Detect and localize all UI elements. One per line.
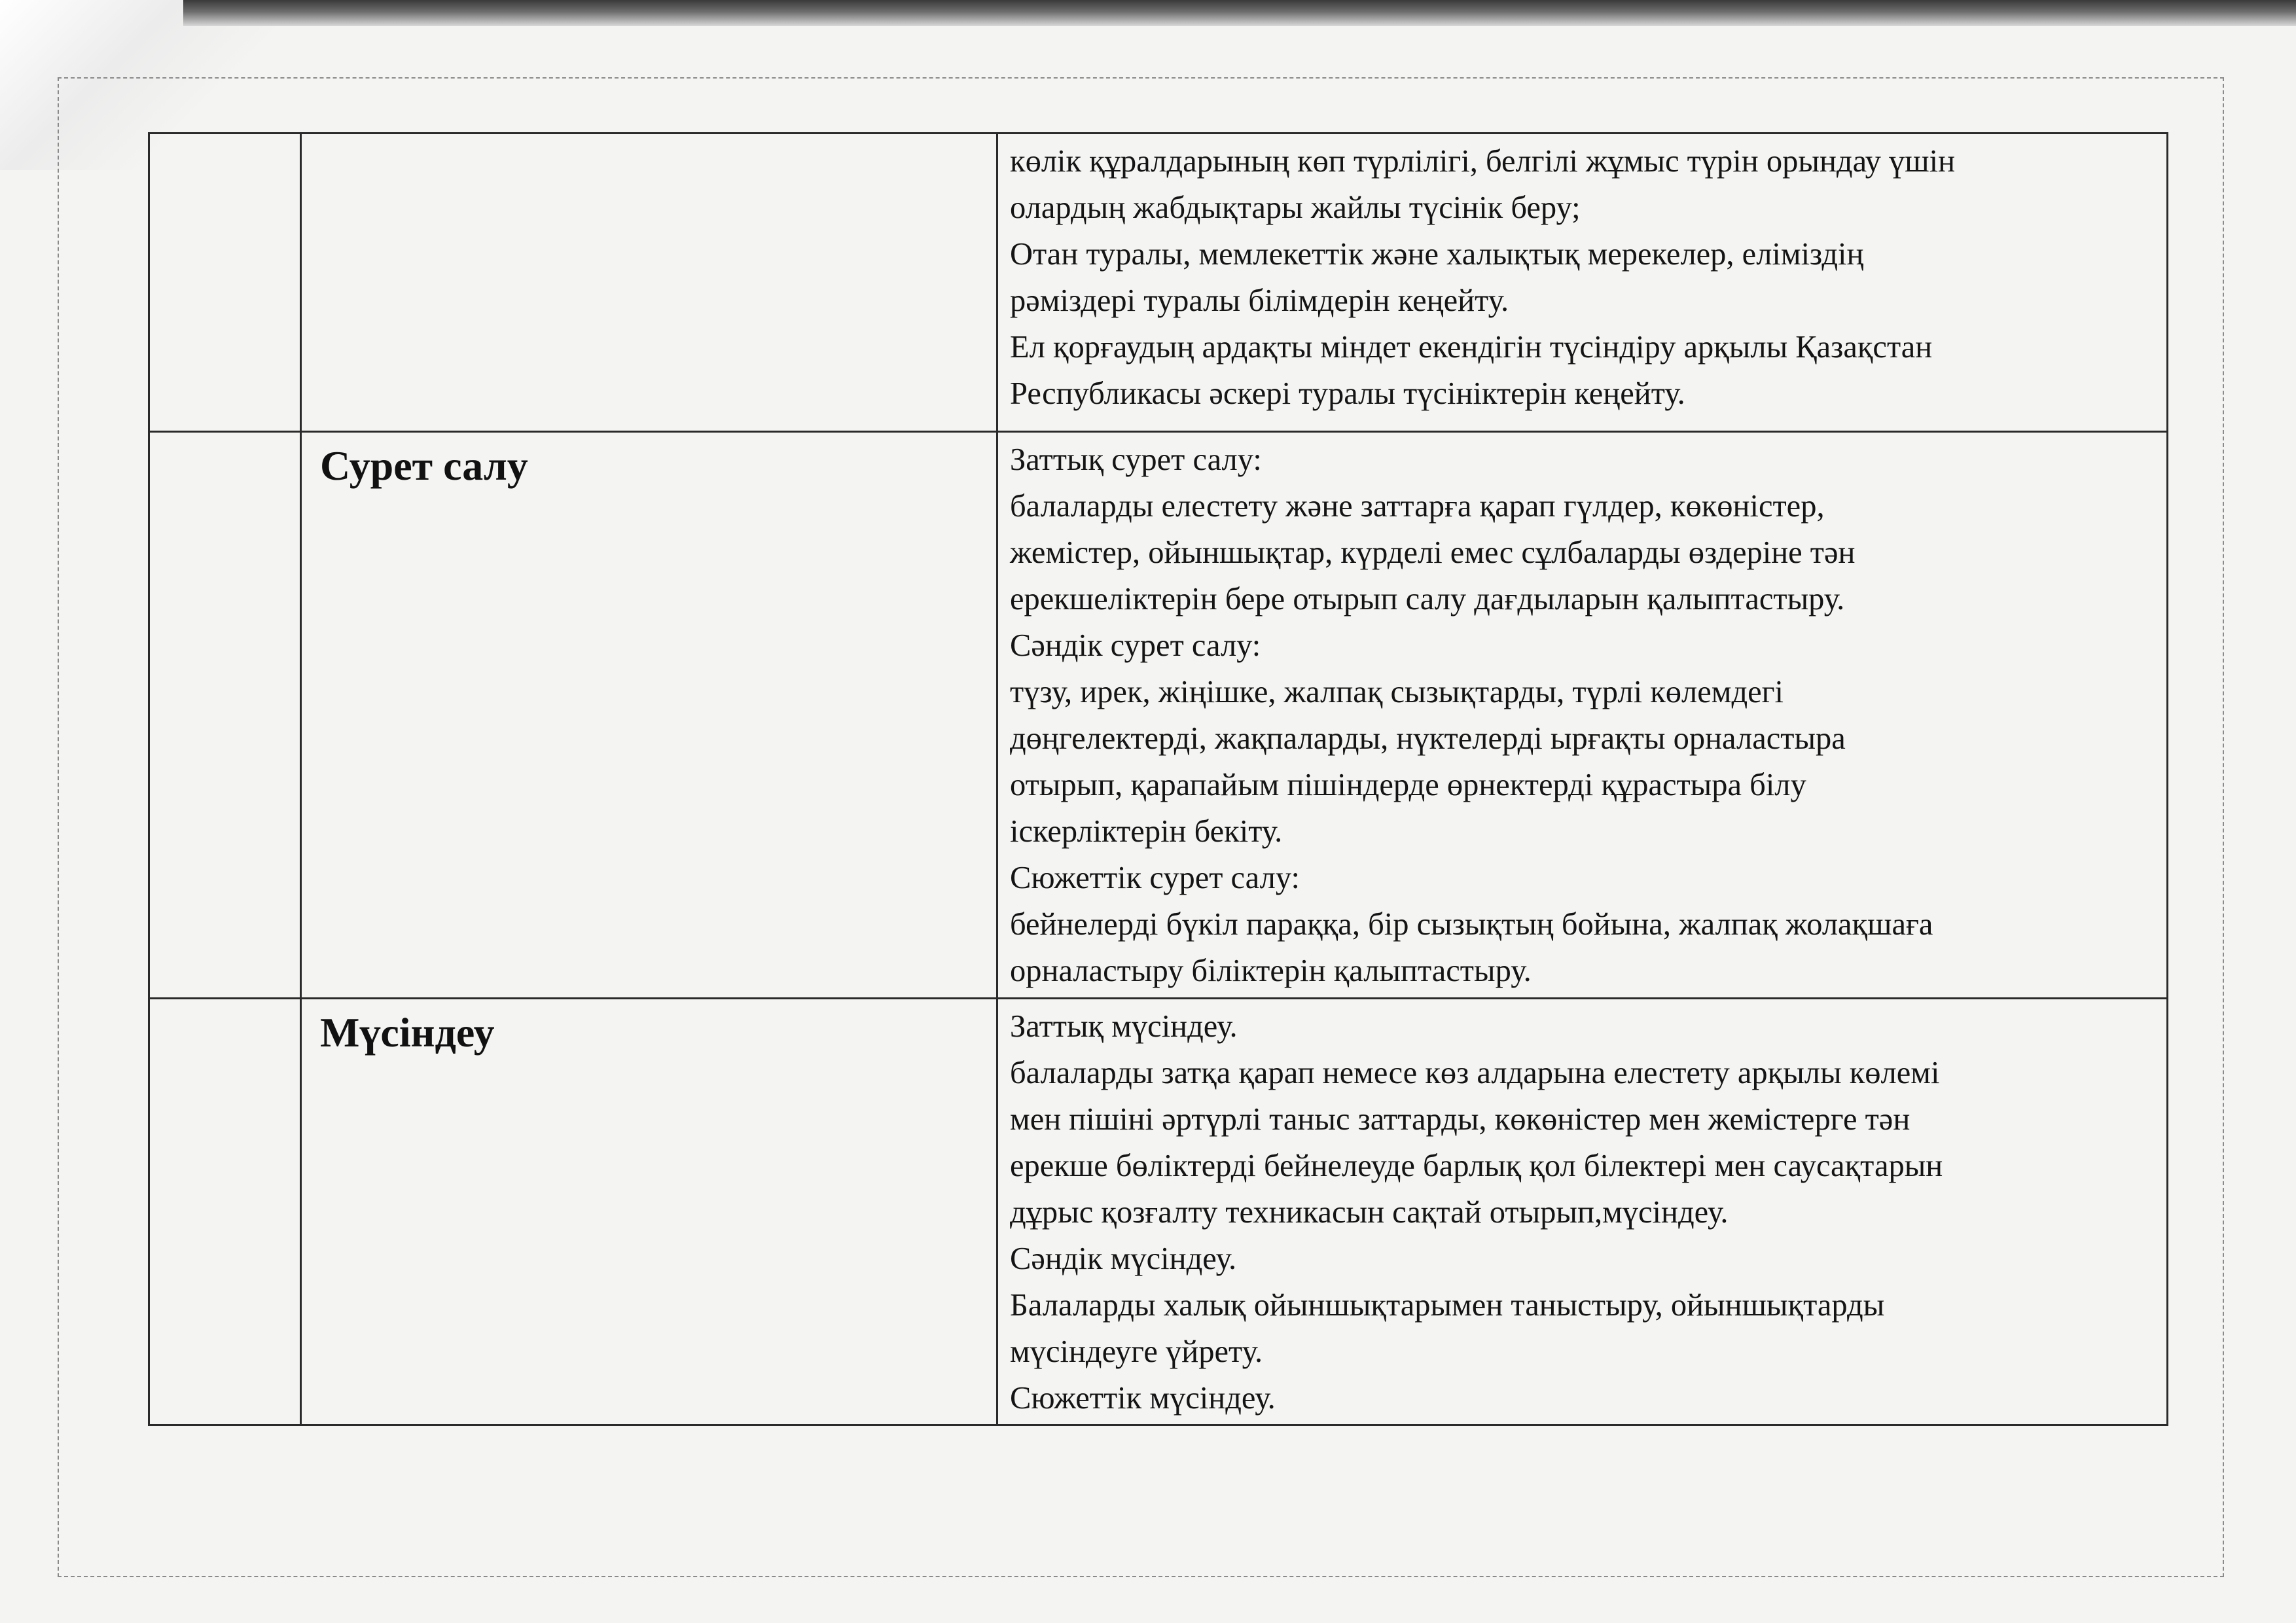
subject-title: Сурет салу xyxy=(320,442,528,489)
content-line: ерекше бөліктерді бейнелеуде барлық қол білектері мен саусақтарын xyxy=(1010,1149,1943,1183)
content-line: Республикасы әскері туралы түсініктерін кеңейту. xyxy=(1010,376,1685,411)
content-line: мен пішіні әртүрлі таныс заттарды, көкөністер мен жемістерге тән xyxy=(1010,1102,1910,1137)
content-cell xyxy=(997,432,2168,999)
table-row xyxy=(149,432,2168,999)
content-line: бейнелерді бүкіл параққа, бір сызықтың бойына, жалпақ жолақшаға xyxy=(1010,907,1933,942)
subject-title xyxy=(302,134,996,145)
content-line: түзу, ирек, жіңішке, жалпақ сызықтарды, түрлі көлемдегі xyxy=(1010,675,1784,709)
section-cell xyxy=(149,999,301,1425)
content-line: іскерліктерін бекіту. xyxy=(1010,814,1283,849)
content-line: рәміздері туралы білімдерін кеңейту. xyxy=(1010,283,1509,318)
content-line: Сәндік сурет салу: xyxy=(1010,628,1261,663)
content-line: балаларды затқа қарап немесе көз алдарына елестету арқылы көлемі xyxy=(1010,1056,1940,1090)
table-row xyxy=(149,134,2168,432)
subject-cell xyxy=(301,432,997,999)
content-line: ерекшеліктерін бере отырып салу дағдыларын қалыптастыру. xyxy=(1010,582,1845,616)
content-line: олардың жабдықтары жайлы түсінік беру; xyxy=(1010,190,1581,225)
content-line: дұрыс қозғалту техникасын сақтай отырып,мүсіндеу. xyxy=(1010,1195,1729,1230)
content-line: Ел қорғаудың ардақты міндет екендігін түсіндіру арқылы Қазақстан xyxy=(1010,330,1933,365)
content-line: Заттық сурет салу: xyxy=(1010,442,1262,477)
content-line: Заттық мүсіндеу. xyxy=(1010,1009,1238,1044)
content-cell xyxy=(997,134,2168,432)
content-line: жемістер, ойыншықтар, күрделі емес сұлбаларды өздеріне тән xyxy=(1010,535,1856,570)
content-line: балаларды елестету және заттарға қарап гүлдер, көкөністер, xyxy=(1010,489,1825,524)
content-line: дөңгелектерді, жақпаларды, нүктелерді ырғақты орналастыра xyxy=(1010,721,1846,756)
content-line: мүсіндеуге үйрету. xyxy=(1010,1334,1263,1369)
content-line: отырып, қарапайым пішіндерде өрнектерді құрастыра білу xyxy=(1010,768,1806,802)
curriculum-table xyxy=(148,132,2168,1426)
table-row xyxy=(149,999,2168,1425)
content-line: Сәндік мүсіндеу. xyxy=(1010,1241,1237,1276)
subject-cell xyxy=(301,134,997,432)
content-line: Сюжеттік мүсіндеу. xyxy=(1010,1381,1276,1416)
content-line: Отан туралы, мемлекеттік және халықтық мерекелер, еліміздің xyxy=(1010,237,1864,272)
subject-cell xyxy=(301,999,997,1425)
content-cell xyxy=(997,999,2168,1425)
content-line: Балаларды халық ойыншықтарымен таныстыру, ойыншықтарды xyxy=(1010,1288,1885,1323)
content-line: көлік құралдарының көп түрлілігі, белгілі жұмыс түрін орындау үшін xyxy=(1010,144,1956,179)
section-cell xyxy=(149,134,301,432)
section-cell xyxy=(149,432,301,999)
scanner-top-edge xyxy=(183,0,2296,26)
content-line: орналастыру біліктерін қалыптастыру. xyxy=(1010,954,1532,988)
subject-title: Мүсіндеу xyxy=(320,1009,495,1056)
content-line: Сюжеттік сурет салу: xyxy=(1010,861,1300,895)
